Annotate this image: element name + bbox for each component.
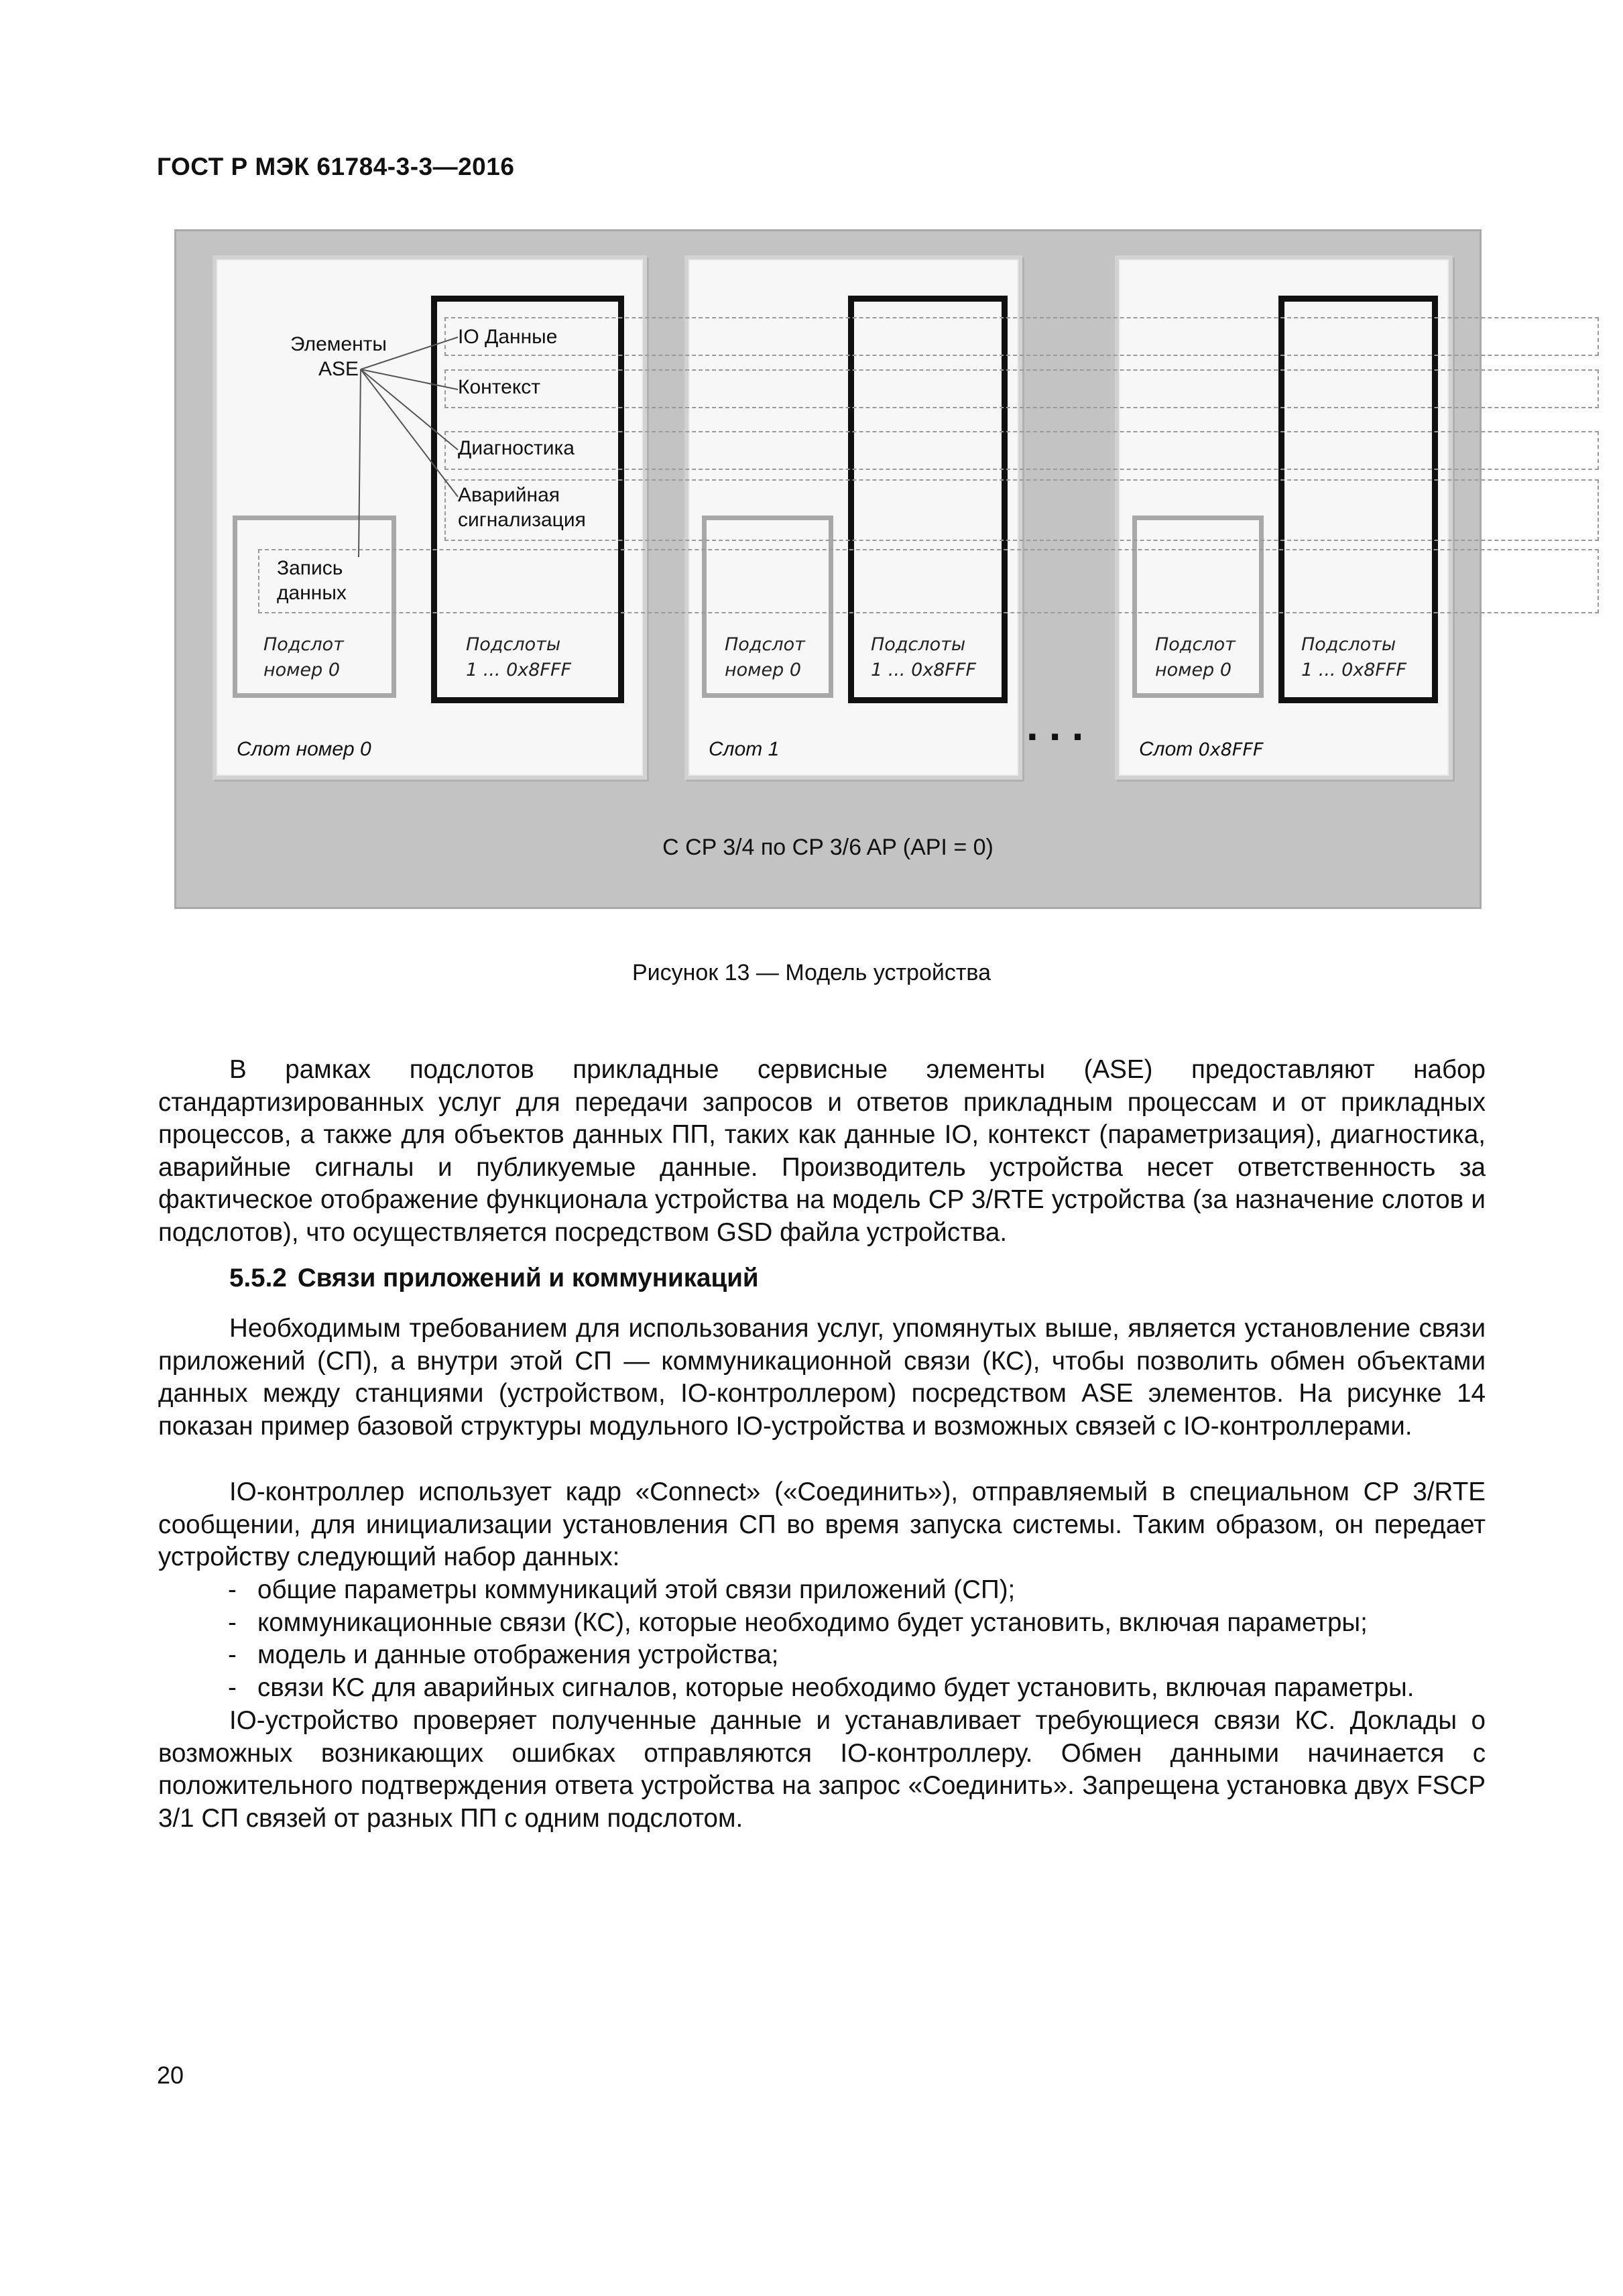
- section-heading: [229, 1264, 759, 1293]
- list-item: - модель и данные отображения устройства;: [228, 1639, 1488, 1672]
- device-model-figure: [174, 229, 1482, 909]
- page-number: 20: [157, 2061, 184, 2089]
- ase-elements-label: Элементы ASE: [290, 333, 387, 380]
- ellipsis: ...: [1026, 701, 1095, 749]
- paragraph: Необходимым требованием для использования услуг, упомянутых выше, является установление связи приложений (СП), а внутри этой СП — коммуникационной связи (КС), чтобы позволить обмен объектами данных между станциями (устройством, IO-контроллером) посредством ASE элементов. На рисунке 14 показан пример базовой структуры модульного IO-устройства и возможных связей с IO-контроллерами.: [158, 1314, 1486, 1441]
- slot-label: Слот 0x8FFF: [1139, 738, 1264, 760]
- paragraph: В рамках подслотов прикладные сервисные элементы (ASE) предоставляют набор стандартизированных услуг для передачи запросов и ответов прикладным процессам и от прикладных процессов, а также для объектов данных ПП, таких как данные IO, контекст (параметризация), диагностика, аварийные сигналы и публикуемые данные. Производитель устройства несет ответственность за фактическое отображение функционала устройства на модель CP 3/RTE устройства (за назначение слотов и подслотов), что осуществляется посредством GSD файла устройства.: [158, 1055, 1486, 1247]
- subslot-zero-label: Подслот номер 0: [263, 634, 344, 680]
- io-data-band: [444, 317, 1599, 356]
- context-band: [444, 369, 1599, 408]
- subslots-label: Подслоты 1 ... 0x8FFF: [1301, 634, 1407, 680]
- alarm-band: [444, 479, 1599, 541]
- io-data-label: IO Данные: [458, 326, 558, 348]
- paragraph: IO-устройство проверяет полученные данные и устанавливает требующиеся связи КС. Доклады о возможных возникающих ошибках отправляются IO-контроллеру. Обмен данными начинается с положительного подтверждения ответа устройства на запрос «Соединить». Запрещена установка двух FSCP 3/1 СП связей от разных ПП с одним подслотом.: [158, 1706, 1486, 1833]
- subslot-zero-label: Подслот номер 0: [1155, 634, 1236, 680]
- diagnostics-label: Диагностика: [458, 437, 575, 459]
- subslots-label: Подслоты 1 ... 0x8FFF: [871, 634, 977, 680]
- alarm-label: Аварийная сигнализация: [458, 484, 586, 531]
- bullet-list: [228, 1574, 1488, 1704]
- diagnostics-band: [444, 431, 1599, 470]
- slot-label: Слот 1: [709, 738, 780, 760]
- record-data-label: Запись данных: [277, 557, 347, 604]
- section-title: Связи приложений и коммуникаций: [297, 1264, 759, 1292]
- context-label: Контекст: [458, 376, 541, 398]
- subslots-label: Подслоты 1 ... 0x8FFF: [466, 634, 572, 680]
- slot-label: Слот номер 0: [237, 738, 371, 760]
- figure-caption: Рисунок 13 — Модель устройства: [632, 960, 991, 985]
- list-item: - коммуникационные связи (КС), которые необходимо будет установить, включая параметры;: [228, 1607, 1488, 1640]
- paragraph: IO-контроллер использует кадр «Connect» («Соединить»), отправляемый в специальном CP 3/RTE сообщении, для инициализации установления СП во время запуска системы. Таким образом, он передает устройству следующий набор данных:: [158, 1477, 1486, 1572]
- record-data-band: [258, 549, 1599, 613]
- subslot-zero-label: Подслот номер 0: [725, 634, 805, 680]
- api-label: С CP 3/4 по CP 3/6 AP (API = 0): [662, 835, 994, 860]
- document-header: ГОСТ Р МЭК 61784-3-3—2016: [157, 153, 515, 180]
- list-item: - общие параметры коммуникаций этой связи приложений (СП);: [228, 1574, 1488, 1607]
- list-item: - связи КС для аварийных сигналов, которые необходимо будет установить, включая параметры.: [228, 1672, 1488, 1705]
- section-number: 5.5.2: [229, 1264, 287, 1292]
